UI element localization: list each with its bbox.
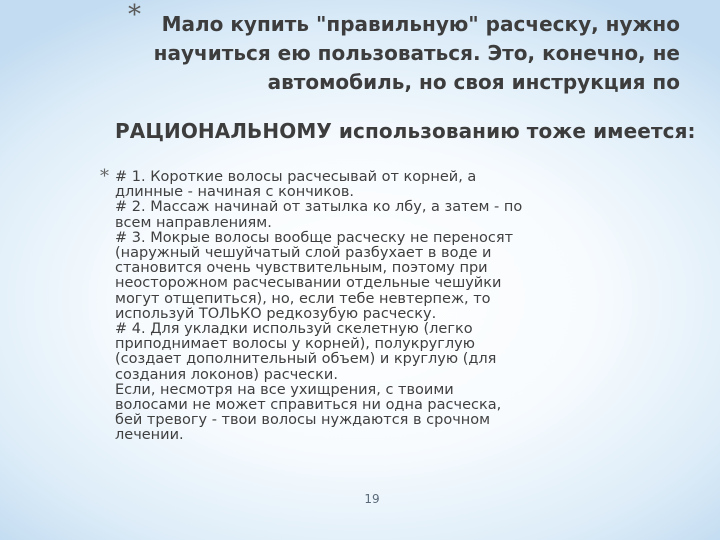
body-line: могут отщепиться), но, если тебе невтерпеж, то bbox=[115, 290, 491, 307]
title-line: автомобиль, но своя инструкция по bbox=[267, 70, 680, 94]
page-number: 19 bbox=[364, 492, 380, 506]
title-line: РАЦИОНАЛЬНОМУ использованию тоже имеется: bbox=[115, 119, 696, 143]
body-line: (создает дополнительный объем) и круглую (для bbox=[115, 351, 497, 368]
slide-title bbox=[115, 10, 696, 146]
body-line: приподнимает волосы у корней), полукруглую bbox=[115, 336, 475, 353]
body-line: Если, несмотря на все ухищрения, с твоими bbox=[115, 381, 454, 398]
body-line: # 3. Мокрые волосы вообще расческу не переносят bbox=[115, 229, 514, 246]
body-line: неосторожном расчесывании отдельные чешуйки bbox=[115, 275, 502, 292]
body-line: всем направлениям. bbox=[115, 214, 272, 231]
body-bullet-icon: * bbox=[100, 166, 109, 187]
body-line: создания локонов) расчески. bbox=[115, 366, 338, 383]
title-line: Мало купить "правильную" расческу, нужно bbox=[161, 12, 680, 36]
body-line: лечении. bbox=[115, 427, 184, 444]
title-line: научиться ею пользоваться. Это, конечно, не bbox=[153, 41, 680, 65]
body-line: # 1. Короткие волосы расчесывай от корней, а bbox=[115, 169, 477, 185]
body-line: (наружный чешуйчатый слой разбухает в воде и bbox=[115, 245, 492, 262]
body-line: бей тревогу - твои волосы нуждаются в срочном bbox=[115, 412, 491, 429]
body-line: длинные - начиная с кончиков. bbox=[115, 184, 355, 201]
body-line: волосами не может справиться ни одна расческа, bbox=[115, 397, 502, 414]
slide-body-text bbox=[115, 170, 585, 444]
body-line: используй ТОЛЬКО редкозубую расческу. bbox=[115, 305, 437, 322]
body-line: # 4. Для укладки используй скелетную (легко bbox=[115, 321, 473, 338]
title-bullet-icon: * bbox=[128, 0, 141, 30]
body-line: становится очень чувствительным, поэтому при bbox=[115, 260, 488, 277]
body-line: # 2. Массаж начинай от затылка ко лбу, а затем - по bbox=[115, 199, 523, 216]
